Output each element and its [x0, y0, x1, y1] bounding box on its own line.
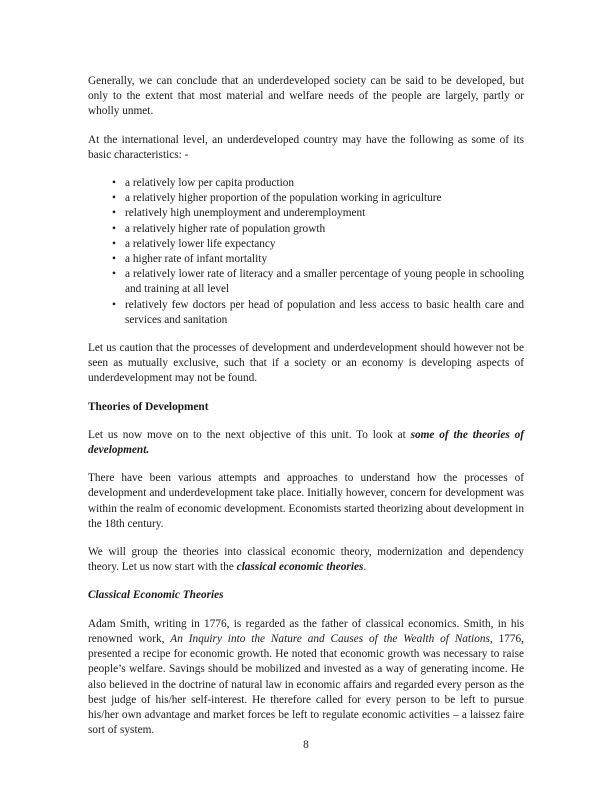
- list-item: [112, 206, 524, 221]
- paragraph-group-theories-text: We will group the theories into classical economic theory, modernization and dependency theory. Let us now start with the: [88, 546, 524, 574]
- list-item-label: a relatively lower rate of literacy and a smaller percentage of young people in schooling and training at all level: [125, 268, 524, 296]
- paragraph-adam-smith-rest: , 1776, presented a recipe for economic growth. He noted that economic growth was necessary to raise people’s welfare. Savings should be mobilized and invested as a way of generating income. He also believed in the doctrine of natural law in economic affairs and regarded every person as the best judge of his/her self-interest. He therefore called for every person to be left to pursue his/her own advantage and market forces be left to regulate economic activities – a laissez faire sort of system.: [88, 632, 524, 737]
- list-item: [112, 176, 524, 191]
- list-item-label: relatively high unemployment and underemployment: [125, 207, 366, 220]
- heading-classical-economic-theories: Classical Economic Theories: [88, 589, 224, 602]
- bullet-icon: •: [112, 207, 116, 220]
- list-item: [112, 252, 524, 267]
- list-item-label: a relatively higher proportion of the population working in agriculture: [125, 192, 442, 205]
- paragraph-next-objective: [88, 428, 524, 458]
- emphasis-some-of-the-theories: some of the theories of development.: [88, 428, 524, 457]
- book-title-wealth-of-nations: An Inquiry into the Nature and Causes of the Wealth of Nations: [170, 632, 490, 645]
- emphasis-classical-economic-theories: classical economic theories: [236, 561, 364, 574]
- paragraph-group-theories-period: .: [363, 561, 367, 574]
- bullet-icon: •: [112, 268, 116, 281]
- paragraph-generally-conclude: Generally, we can conclude that an underdeveloped society can be said to be developed, but only to the extent that most material and welfare needs of the people are largely, partly or wholly unmet.: [88, 75, 524, 118]
- paragraph-group-theories: [88, 545, 524, 575]
- bullet-icon: •: [112, 298, 116, 311]
- bullet-icon: •: [112, 237, 116, 250]
- paragraph-international-level: At the international level, an underdeveloped country may have the following as some of its basic characteristics: -: [88, 133, 524, 161]
- list-item-label: a relatively lower life expectancy: [125, 237, 276, 250]
- list-item: [112, 237, 524, 252]
- paragraph-adam-smith: [88, 617, 524, 739]
- list-item: [112, 191, 524, 206]
- bullet-icon: •: [112, 253, 116, 266]
- paragraph-caution-mutually-exclusive: Let us caution that the processes of development and underdevelopment should however not be seen as mutually exclusive, such that if a society or an economy is developing aspects of underdevelopment may not be found.: [88, 342, 524, 385]
- list-item-label: a relatively low per capita production: [125, 177, 295, 190]
- list-item-label: a higher rate of infant mortality: [125, 253, 268, 266]
- paragraph-various-attempts: There have been various attempts and approaches to understand how the processes of development and underdevelopment take place. Initially however, concern for development was within the realm of economic development. Economists started theorizing about development in the 18th century.: [88, 472, 524, 530]
- list-item: [112, 267, 524, 297]
- list-item: [112, 298, 524, 328]
- page-content: [88, 74, 524, 738]
- list-item: [112, 222, 524, 237]
- heading-theories-of-development: Theories of Development: [88, 400, 209, 413]
- paragraph-adam-smith-intro: Adam Smith, writing in 1776, is regarded as the father of classical economics. Smith, in his renowned work,: [88, 617, 524, 645]
- underdevelopment-characteristics-list: [88, 176, 524, 328]
- list-item-label: a relatively higher rate of population growth: [125, 222, 326, 235]
- bullet-icon: •: [112, 192, 116, 205]
- paragraph-next-objective-text: Let us now move on to the next objective of this unit. To look at: [88, 428, 411, 441]
- page-number: 8: [303, 739, 309, 751]
- bullet-icon: •: [112, 177, 116, 190]
- list-item-label: relatively few doctors per head of population and less access to basic health care and services and sanitation: [125, 298, 524, 326]
- bullet-icon: •: [112, 222, 116, 235]
